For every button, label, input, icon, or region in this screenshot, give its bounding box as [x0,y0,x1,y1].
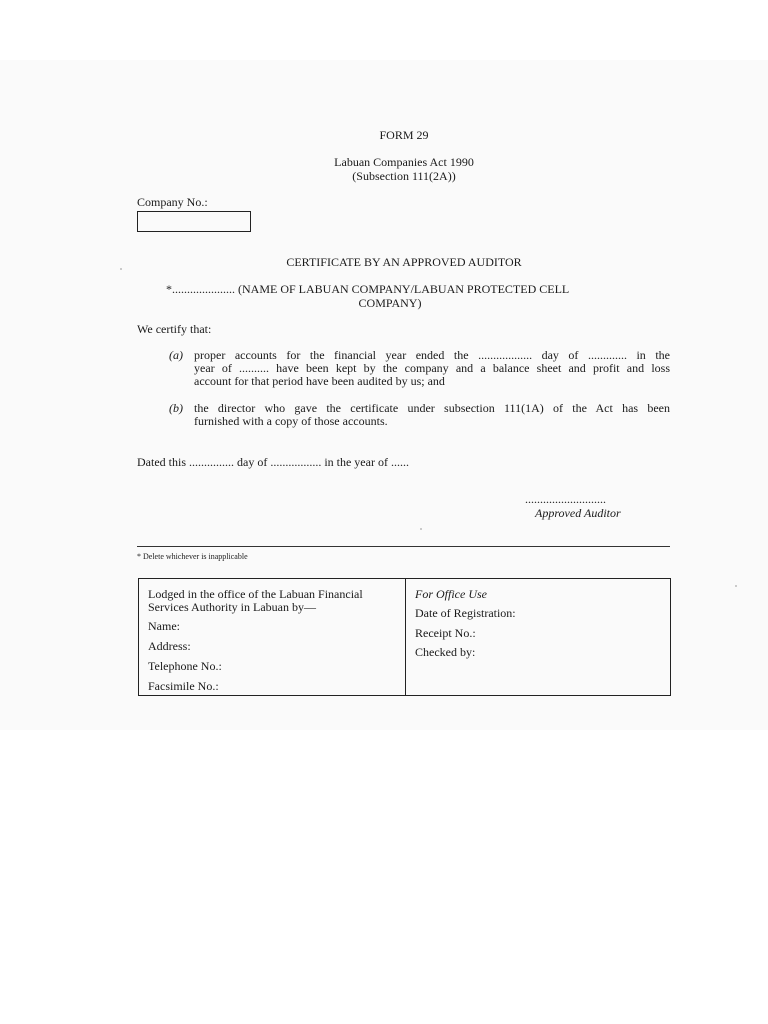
signature-label: Approved Auditor [535,506,621,520]
checked-by-label: Checked by: [415,645,476,659]
lodged-line-2: Services Authority in Labuan by— [148,600,316,614]
footnote: * Delete whichever is inapplicable [137,552,248,561]
company-no-label: Company No.: [137,195,208,209]
form-number: FORM 29 [379,128,429,142]
item-a-marker: (a) [169,348,183,362]
lodged-line-1: Lodged in the office of the Labuan Financial [148,587,363,601]
divider [137,546,670,547]
telephone-label: Telephone No.: [148,659,222,673]
lodgement-section [139,579,406,695]
office-box [138,578,671,696]
act-title: Labuan Companies Act 1990 [334,155,474,169]
act-subsection: (Subsection 111(2A)) [352,169,456,183]
item-b-line-1: the director who gave the certificate under subsection 111(1A) of the Act has been [194,401,670,415]
registration-label: Date of Registration: [415,606,516,620]
item-a-line-3: account for that period have been audited by us; and [194,374,445,388]
scan-speck [420,528,422,530]
name-label: Name: [148,619,180,633]
company-name-line-2: COMPANY) [358,296,422,310]
scan-speck [735,585,737,587]
office-use-section [406,579,670,695]
certificate-title: CERTIFICATE BY AN APPROVED AUDITOR [286,255,522,269]
item-a-line-1: proper accounts for the financial year ended the .................. day of ............. in the [194,348,670,362]
scan-speck [120,268,122,270]
we-certify: We certify that: [137,322,212,336]
signature-line: ........................... [525,492,606,506]
dated-line: Dated this ............... day of ................. in the year of ...... [137,455,409,469]
receipt-label: Receipt No.: [415,626,476,640]
item-a-line-2: year of .......... have been kept by the company and a balance sheet and profit and loss [194,361,670,375]
company-name-line: *..................... (NAME OF LABUAN COMPANY/LABUAN PROTECTED CELL [166,282,570,296]
company-no-field[interactable] [137,211,251,232]
address-label: Address: [148,639,191,653]
item-b-line-2: furnished with a copy of those accounts. [194,414,388,428]
office-use-heading: For Office Use [415,587,487,601]
facsimile-label: Facsimile No.: [148,679,219,693]
item-b-marker: (b) [169,401,183,415]
